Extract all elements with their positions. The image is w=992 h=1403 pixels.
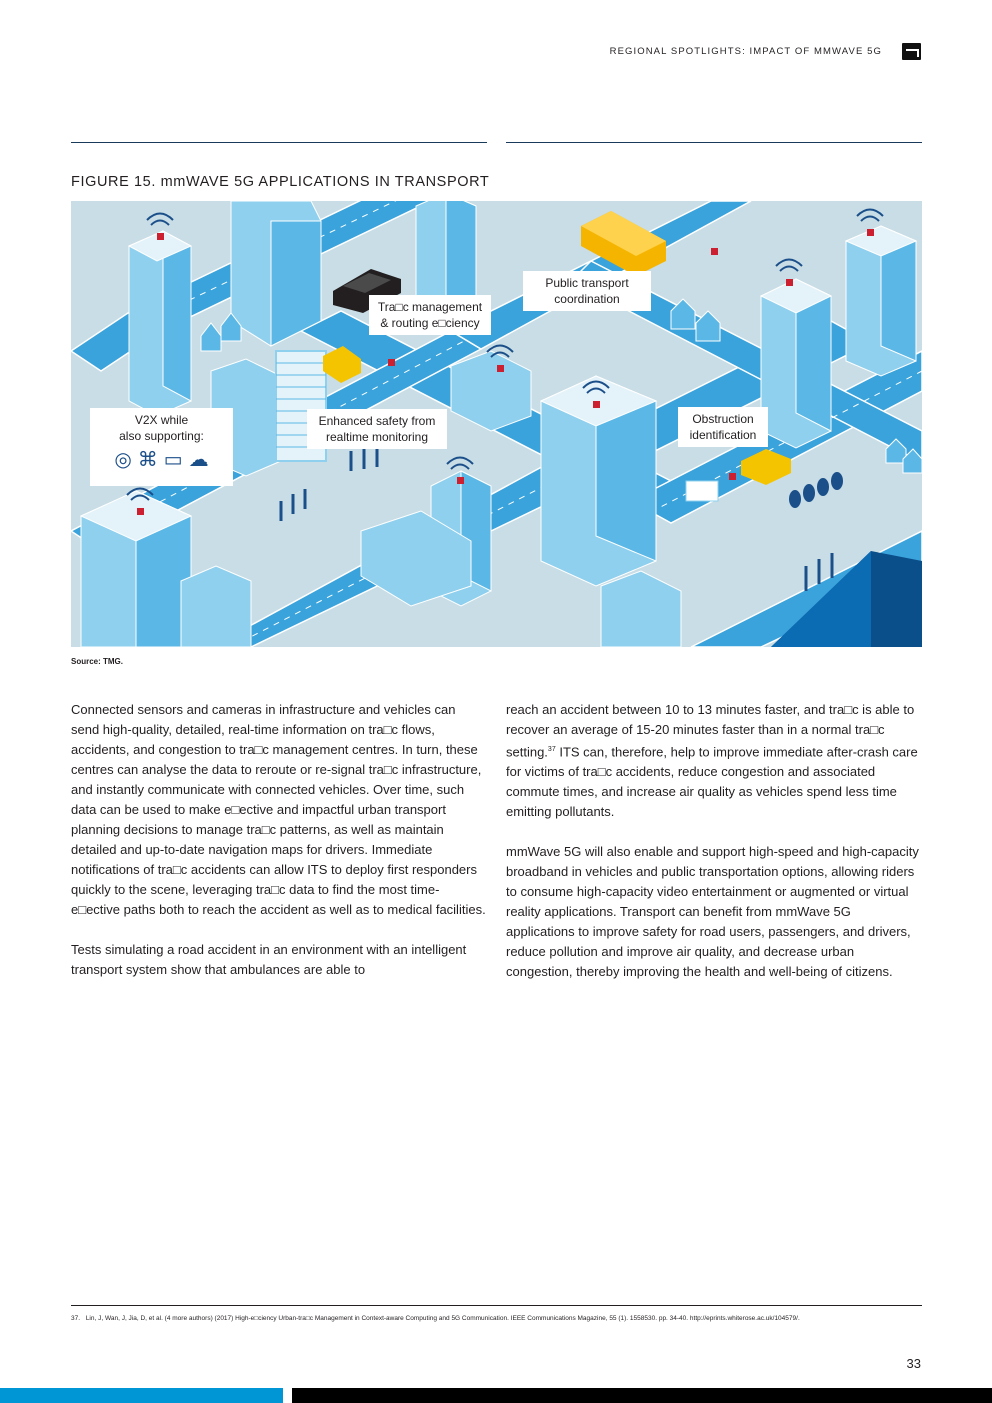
monitor-icon: ▭	[163, 449, 183, 471]
divider-left	[71, 142, 487, 143]
figure-source: Source: TMG.	[71, 657, 124, 666]
paragraph: reach an accident between 10 to 13 minutes faster, and tra□c is able to recover an average of 15-20 minutes faster than in a normal tra□c setting.$^{37}$ ITS can, therefore, help to improve immediate after-crash care for victims of tra□c accidents, reduce congestion and associated commute times, and increase air quality as vehicles spend less time emitting pollutants.	[506, 702, 918, 820]
label-v2x: V2X while also supporting: ◎ ⌘ ▭ ☁	[90, 408, 233, 486]
footnote-divider	[71, 1305, 922, 1306]
footnote-text: Lin, J, Wan, J, Jia, D, et al. (4 more authors) (2017) High-e□ciency Urban-tra□c Management in Context-aware Computing and 5G Communication. IEEE Communications Magazine, 55 (1). 1558530. pp. 34-40. http://eprints.whiterose.ac.uk/104579/.	[85, 1315, 800, 1322]
chart-icon	[902, 43, 921, 60]
footer-bar-black	[292, 1388, 992, 1403]
paragraph: mmWave 5G will also enable and support high-speed and high-capacity broadband in vehicles and public transportation options, allowing riders to consume high-capacity video entertainment or augmented or virtual reality applications. Transport can benefit from mmWave 5G applications to improve safety for road users, passengers, and drivers, reduce pollution and improve air quality, and decrease urban congestion, thereby improving the health and well-being of citizens.	[506, 844, 919, 980]
footnote	[71, 1315, 922, 1322]
label-enhanced-safety: Enhanced safety from realtime monitoring	[307, 409, 447, 449]
label-traffic-management: Tra□c management & routing e□ciency	[369, 295, 491, 335]
page-number: 33	[906, 1356, 921, 1371]
label-public-transport: Public transport coordination	[523, 271, 651, 311]
footnote-ref[interactable]: 37	[547, 746, 556, 753]
obstruction-box	[686, 481, 718, 501]
running-header: REGIONAL SPOTLIGHTS: IMPACT OF MMWAVE 5G	[609, 46, 882, 57]
body-column-right	[506, 700, 922, 1002]
divider-right	[506, 142, 922, 143]
footer-bar-blue	[0, 1388, 283, 1403]
body-column-left	[71, 700, 487, 1000]
footnote-number: 37.	[71, 1315, 81, 1322]
radar-icon: ◎	[114, 449, 132, 471]
gamepad-icon: ⌘	[137, 449, 158, 471]
label-obstruction: Obstruction identification	[678, 407, 768, 447]
paragraph: Tests simulating a road accident in an environment with an intelligent transport system show that ambulances are able to	[71, 942, 467, 977]
figure-title: FIGURE 15. mmWAVE 5G APPLICATIONS IN TRANSPORT	[71, 174, 490, 190]
cloud-icon: ☁	[188, 449, 209, 471]
paragraph: Connected sensors and cameras in infrastructure and vehicles can send high-quality, detailed, real-time information on tra□c flows, accidents, and congestion to tra□c management centres. In turn, these centres can analyse the data to reroute or re-signal tra□c infrastructure, and instantly communicate with connected vehicles. Over time, such data can be used to make e□ective and impactful urban transport planning decisions to manage tra□c patterns, as well as maintain detailed and up-to-date navigation maps for drivers. Immediate notifications of tra□c accidents can allow ITS to deploy first responders quickly to the scene, leveraging tra□c data to find the most time-e□ective paths both to reach the accident as well as to medical facilities.	[71, 702, 486, 917]
transport-illustration	[71, 201, 922, 647]
